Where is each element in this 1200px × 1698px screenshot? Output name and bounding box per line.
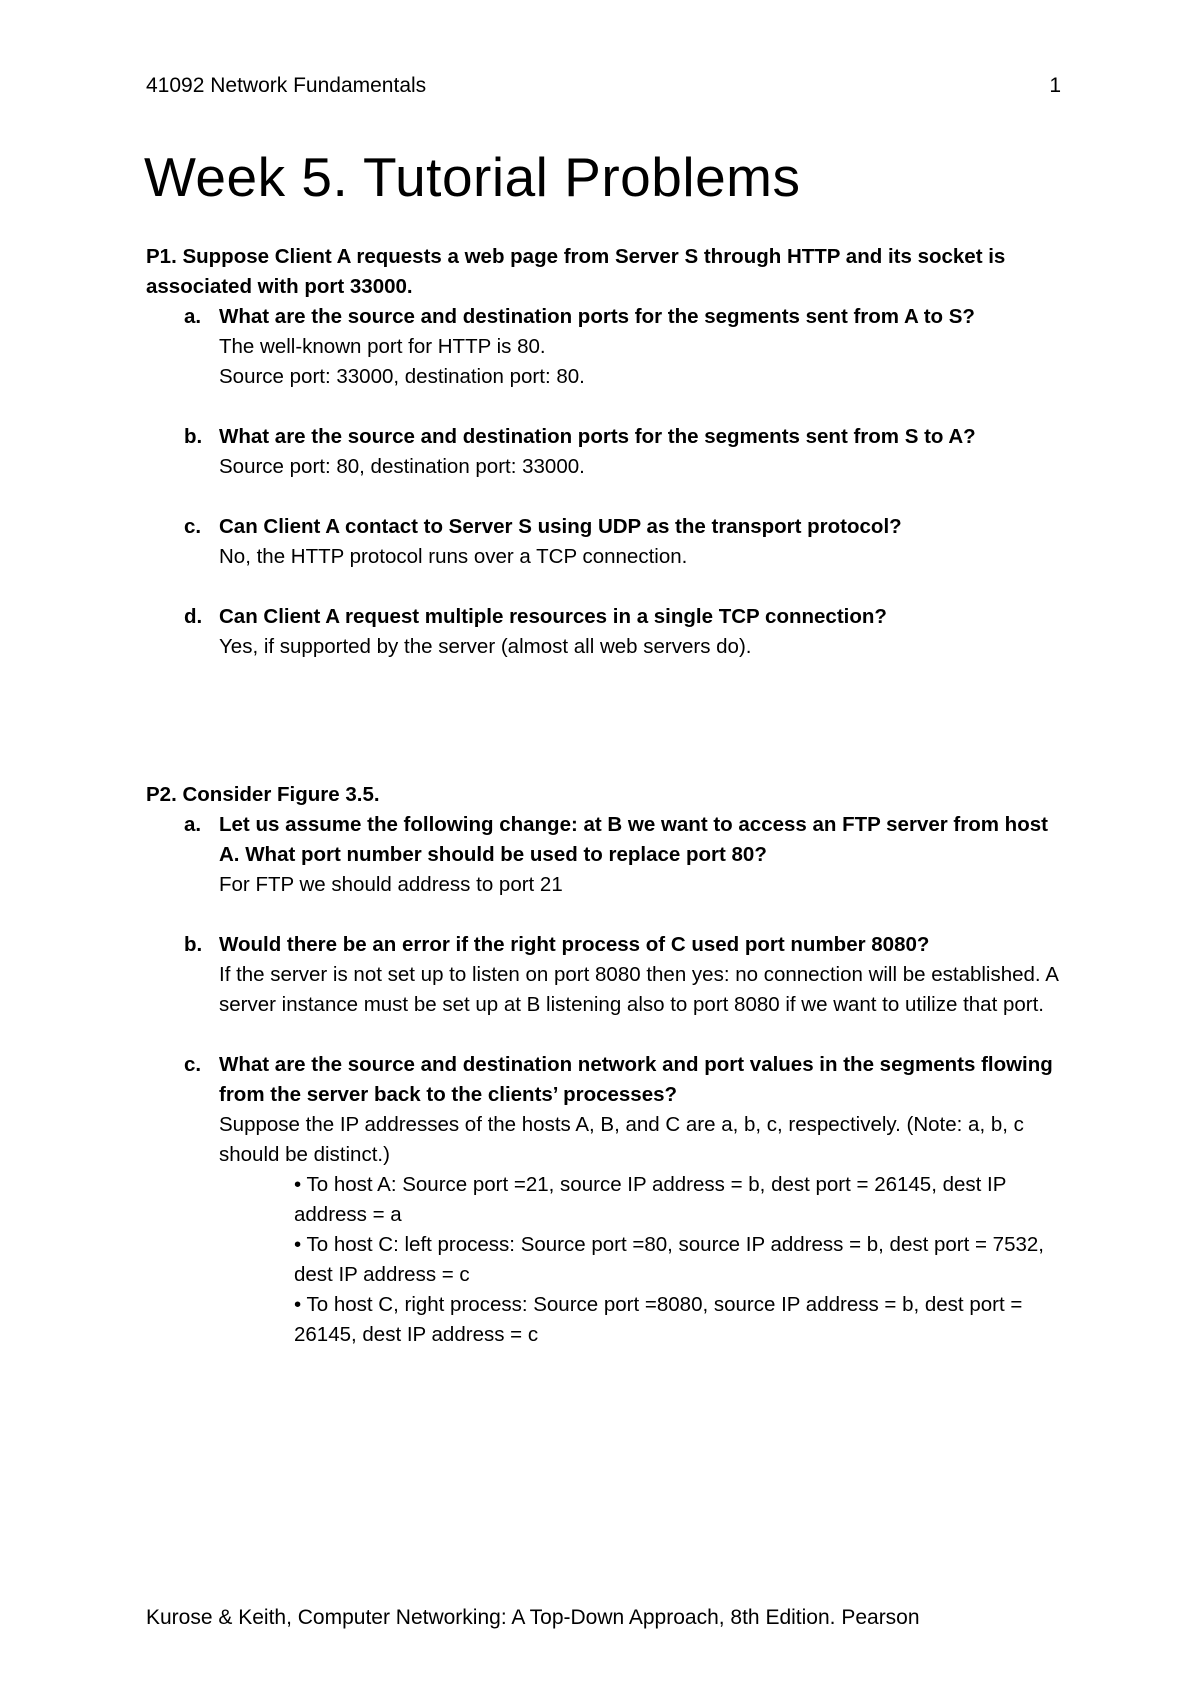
item-letter: b. <box>184 933 203 956</box>
question: Let us assume the following change: at B we want to access an FTP server from host A. What port number should be used to replace port 80? <box>219 813 1048 866</box>
document-title: Week 5. Tutorial Problems <box>144 146 801 208</box>
answer-line: If the server is not set up to listen on port 8080 then yes: no connection will be established. A server instance must be set up at B listening also to port 8080 if we want to utilize that port. <box>219 963 1058 1016</box>
item-letter: b. <box>184 425 203 448</box>
question: What are the source and destination ports for the segments sent from A to S? <box>219 305 975 328</box>
answer-line: No, the HTTP protocol runs over a TCP connection. <box>219 545 688 568</box>
problem-2b <box>146 930 1066 1020</box>
question: Can Client A contact to Server S using UDP as the transport protocol? <box>219 515 902 538</box>
item-letter: c. <box>184 515 202 538</box>
course-title: 41092 Network Fundamentals <box>146 74 427 97</box>
item-letter: d. <box>184 605 203 628</box>
problem-1-statement: P1. Suppose Client A requests a web page from Server S through HTTP and its socket is associated with port 33000. <box>146 245 1006 298</box>
question: Would there be an error if the right process of C used port number 8080? <box>219 933 930 956</box>
problem-2-statement: P2. Consider Figure 3.5. <box>146 783 380 806</box>
document-body <box>146 242 1066 1350</box>
problem-1a <box>146 302 1066 392</box>
problem-1c <box>146 512 1066 572</box>
bullet-item: • To host C, right process: Source port =8080, source IP address = b, dest port = 26145, dest IP address = c <box>294 1293 1023 1346</box>
bullet-item: • To host A: Source port =21, source IP address = b, dest port = 26145, dest IP address = a <box>294 1173 1007 1226</box>
problem-2c <box>146 1050 1066 1170</box>
problem-1b <box>146 422 1066 482</box>
item-letter: c. <box>184 1053 202 1076</box>
page-header <box>146 74 1061 98</box>
item-letter: a. <box>184 305 202 328</box>
question: What are the source and destination ports for the segments sent from S to A? <box>219 425 976 448</box>
question: What are the source and destination network and port values in the segments flowing from the server back to the clients’ processes? <box>219 1053 1053 1106</box>
problem-2a <box>146 810 1066 900</box>
bullet-item: • To host C: left process: Source port =80, source IP address = b, dest port = 7532, dest IP address = c <box>294 1233 1044 1286</box>
page-number: 1 <box>1049 74 1061 97</box>
answer-line: Suppose the IP addresses of the hosts A, B, and C are a, b, c, respectively. (Note: a, b, c should be distinct.) <box>219 1113 1024 1166</box>
answer-line: Source port: 33000, destination port: 80. <box>219 365 585 388</box>
problem-1d <box>146 602 1066 662</box>
item-letter: a. <box>184 813 202 836</box>
answer-line: The well-known port for HTTP is 80. <box>219 335 546 358</box>
question: Can Client A request multiple resources in a single TCP connection? <box>219 605 887 628</box>
answer-line: Source port: 80, destination port: 33000. <box>219 455 585 478</box>
page-footer: Kurose & Keith, Computer Networking: A Top-Down Approach, 8th Edition. Pearson <box>146 1606 920 1629</box>
answer-line: Yes, if supported by the server (almost all web servers do). <box>219 635 752 658</box>
answer-line: For FTP we should address to port 21 <box>219 873 563 896</box>
